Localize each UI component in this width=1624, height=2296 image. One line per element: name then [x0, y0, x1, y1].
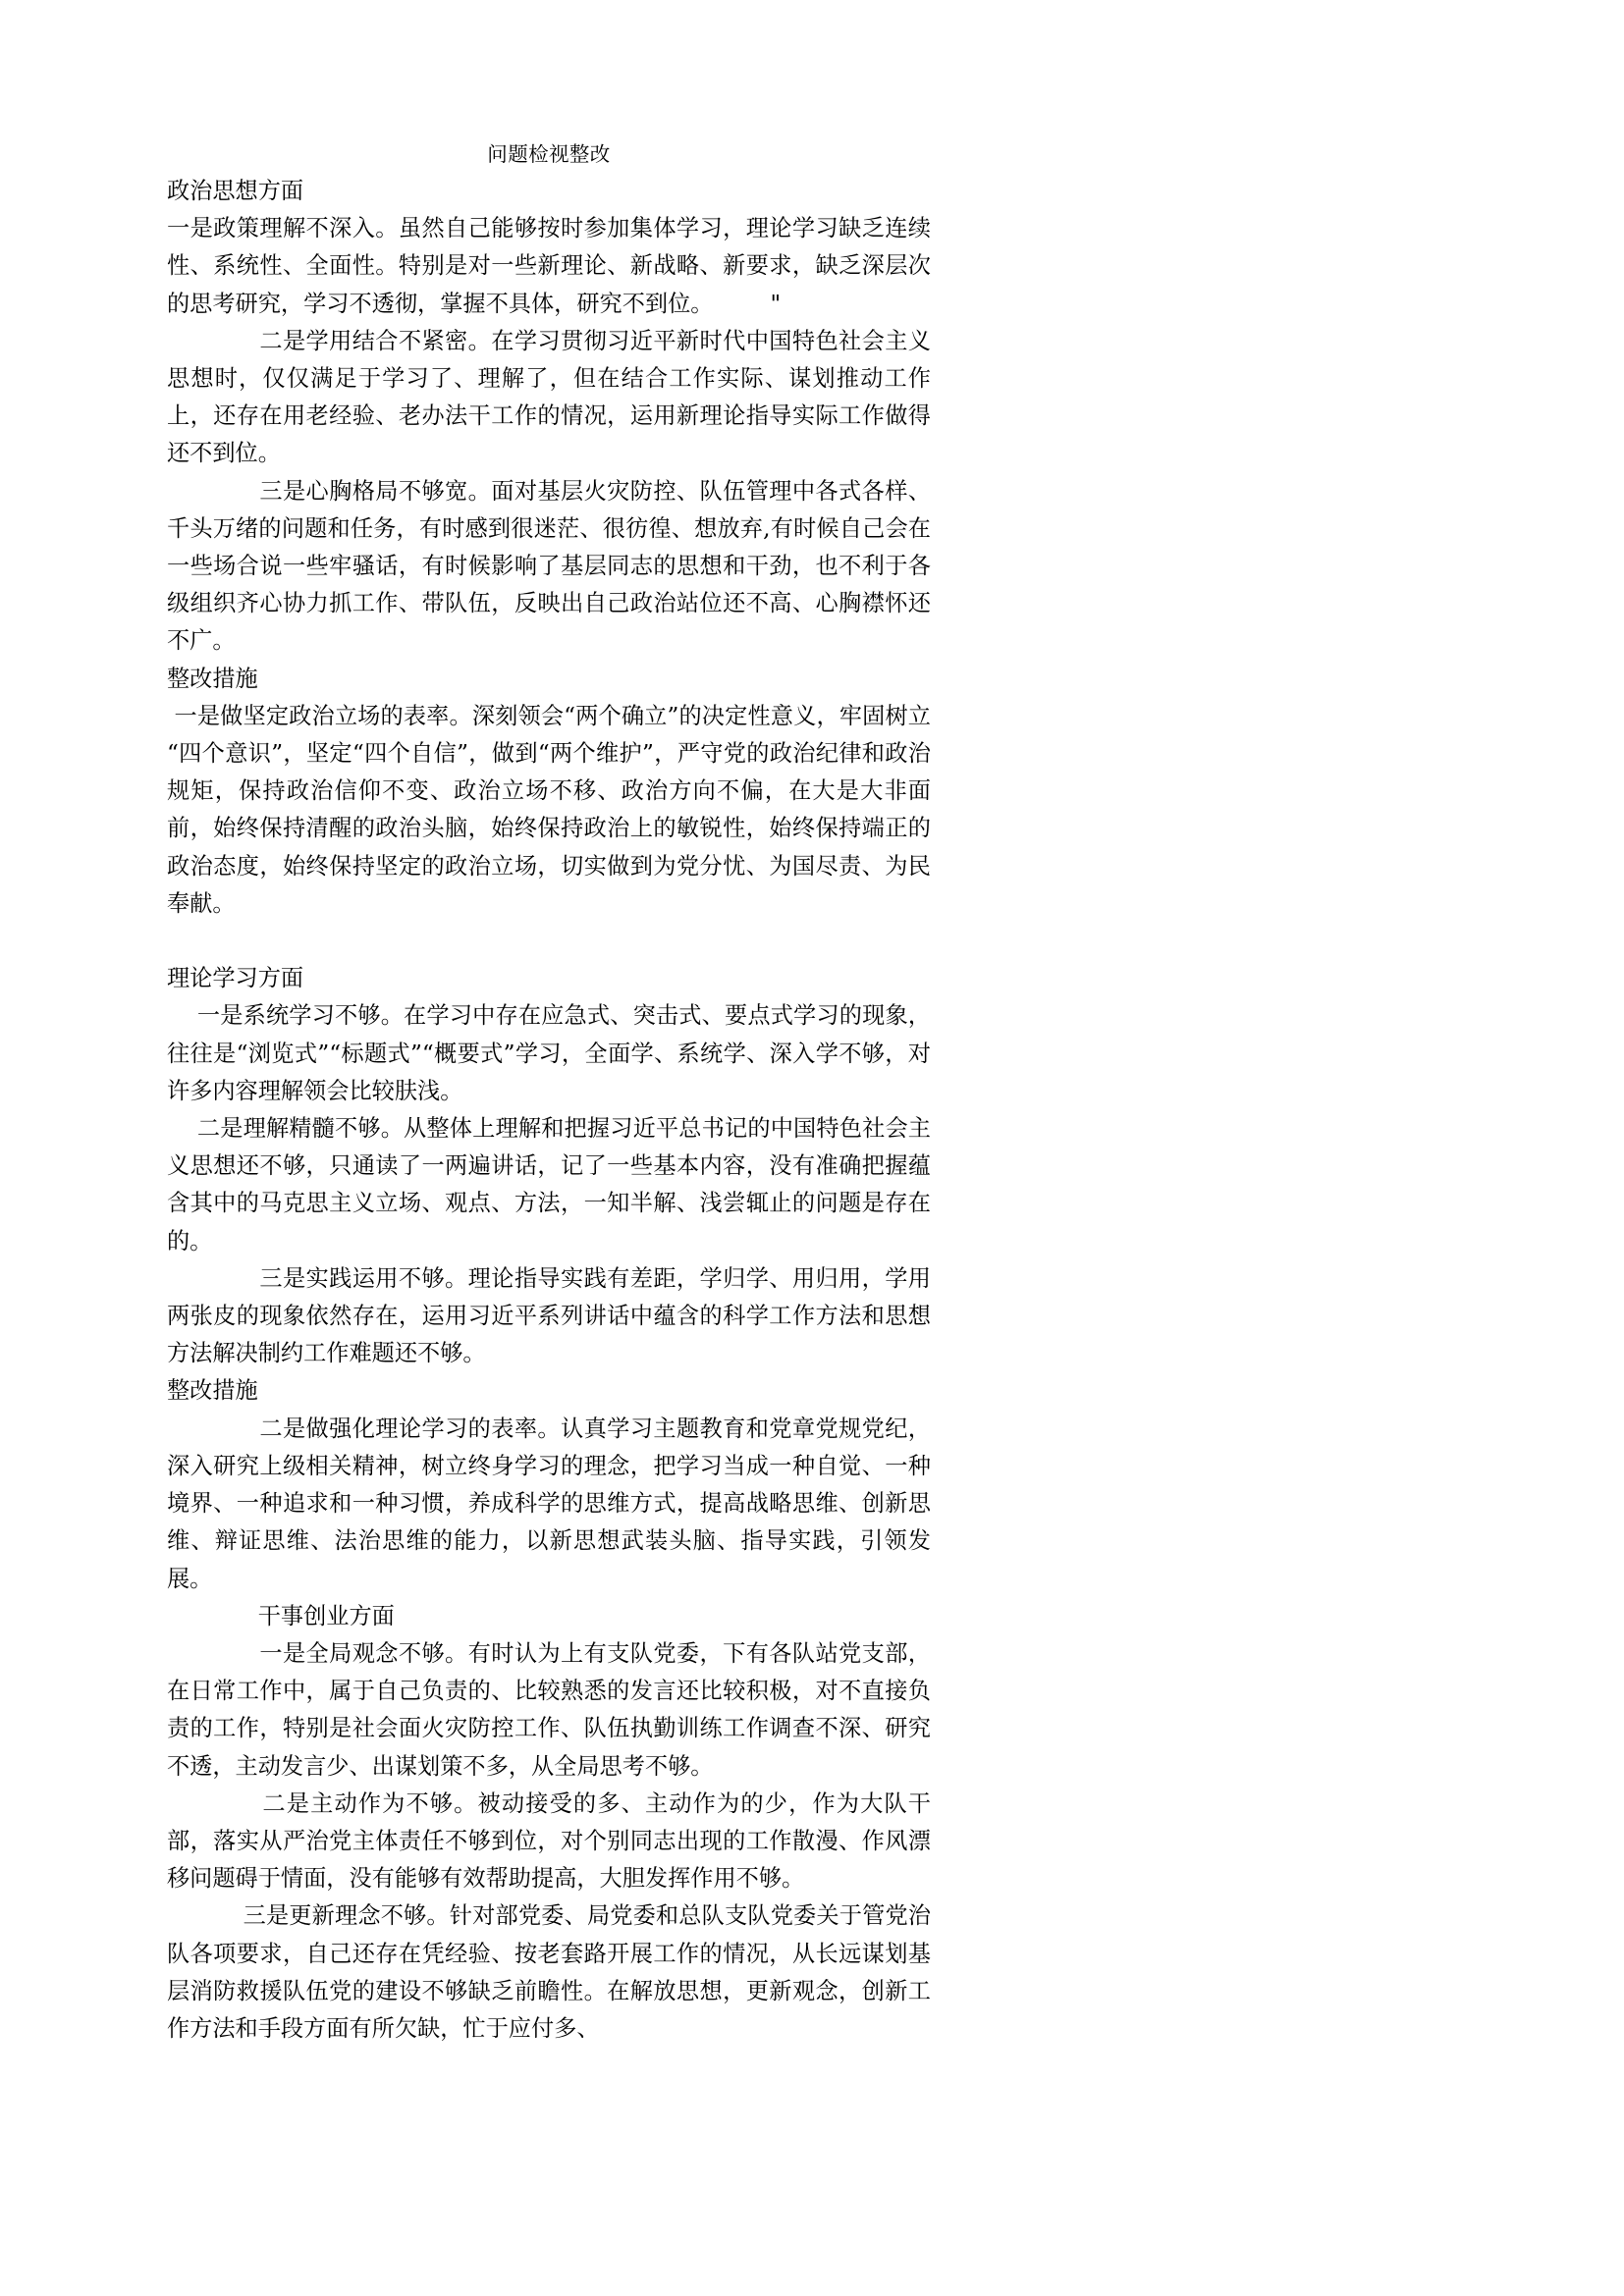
- document-blocks: [167, 173, 931, 2048]
- paragraph-theory-item-3: 三是实践运用不够。理论指导实践有差距，学归学、用归用，学用两张皮的现象依然存在，运用习近平系列讲话中蕴含的科学工作方法和思想方法解决制约工作难题还不够。: [167, 1264, 931, 1367]
- document-title: 问题检视整改: [487, 142, 611, 166]
- document-body: [167, 135, 931, 2048]
- paragraph-political-item-3: 三是心胸格局不够宽。面对基层火灾防控、队伍管理中各式各样、千头万绪的问题和任务，有时感到很迷茫、很彷徨、想放弃,有时候自己会在一些场合说一些牢骚话，有时候影响了基层同志的思想和干劲，也不利于各级组织齐心协力抓工作、带队伍，反映出自己政治站位还不高、心胸襟怀还不广。: [167, 477, 931, 655]
- section-heading-career-endeavor: 干事创业方面: [167, 1602, 395, 1629]
- paragraph-theory-item-1: 一是系统学习不够。在学习中存在应急式、突击式、要点式学习的现象，往往是“浏览式”“标题式”“概要式”学习，全面学、系统学、深入学不够，对许多内容理解领会比较肤浅。: [167, 1002, 931, 1104]
- section-heading-rectification-measures-2: 整改措施: [167, 1377, 258, 1405]
- paragraph-career-item-1: 一是全局观念不够。有时认为上有支队党委，下有各队站党支部，在日常工作中，属于自己负责的、比较熟悉的发言还比较积极，对不直接负责的工作，特别是社会面火灾防控工作、队伍执勤训练工作调查不深、研究不透，主动发言少、出谋划策不多，从全局思考不够。: [167, 1639, 931, 1780]
- paragraph-theory-item-2: 二是理解精髓不够。从整体上理解和把握习近平总书记的中国特色社会主义思想还不够，只通读了一两遍讲话，记了一些基本内容，没有准确把握蕴含其中的马克思主义立场、观点、方法，一知半解、浅尝辄止的问题是存在的。: [167, 1115, 931, 1255]
- spacer-after-political-section: [167, 923, 931, 960]
- section-heading-rectification-measures-1: 整改措施: [167, 665, 258, 692]
- paragraph-political-measure-1: 一是做坚定政治立场的表率。深刻领会“两个确立”的决定性意义，牢固树立“四个意识”，坚定“四个自信”，做到“两个维护”，严守党的政治纪律和政治规矩，保持政治信仰不变、政治立场不移、政治方向不偏，在大是大非面前，始终保持清醒的政治头脑，始终保持政治上的敏锐性，始终保持端正的政治态度，始终保持坚定的政治立场，切实做到为党分忧、为国尽责、为民奉献。: [167, 702, 931, 917]
- paragraph-career-item-3: 三是更新理念不够。针对部党委、局党委和总队支队党委关于管党治队各项要求，自己还存在凭经验、按老套路开展工作的情况，从长远谋划基层消防救援队伍党的建设不够缺乏前瞻性。在解放思想，更新观念，创新工作方法和手段方面有所欠缺，忙于应付多、: [167, 1902, 931, 2042]
- section-heading-political-thought: 政治思想方面: [167, 178, 304, 204]
- paragraph-career-item-2: 二是主动作为不够。被动接受的多、主动作为的少，作为大队干部，落实从严治党主体责任不够到位，对个别同志出现的工作散漫、作风漂移问题碍于情面，没有能够有效帮助提高，大胆发挥作用不够。: [167, 1789, 931, 1893]
- section-heading-theory-study: 理论学习方面: [167, 965, 304, 992]
- paragraph-political-item-2: 二是学用结合不紧密。在学习贯彻习近平新时代中国特色社会主义思想时，仅仅满足于学习了、理解了，但在结合工作实际、谋划推动工作上，还存在用老经验、老办法干工作的情况，运用新理论指导实际工作做得还不到位。: [167, 327, 931, 467]
- paragraph-political-item-1: 一是政策理解不深入。虽然自己能够按时参加集体学习，理论学习缺乏连续性、系统性、全面性。特别是对一些新理论、新战略、新要求，缺乏深层次的思考研究，学习不透彻，掌握不具体，研究不到位。 ": [167, 215, 931, 317]
- paragraph-theory-measure-1: 二是做强化理论学习的表率。认真学习主题教育和党章党规党纪，深入研究上级相关精神，树立终身学习的理念，把学习当成一种自觉、一种境界、一种追求和一种习惯，养成科学的思维方式，提高战略思维、创新思维、辩证思维、法治思维的能力，以新思想武装头脑、指导实践，引领发展。: [167, 1415, 931, 1592]
